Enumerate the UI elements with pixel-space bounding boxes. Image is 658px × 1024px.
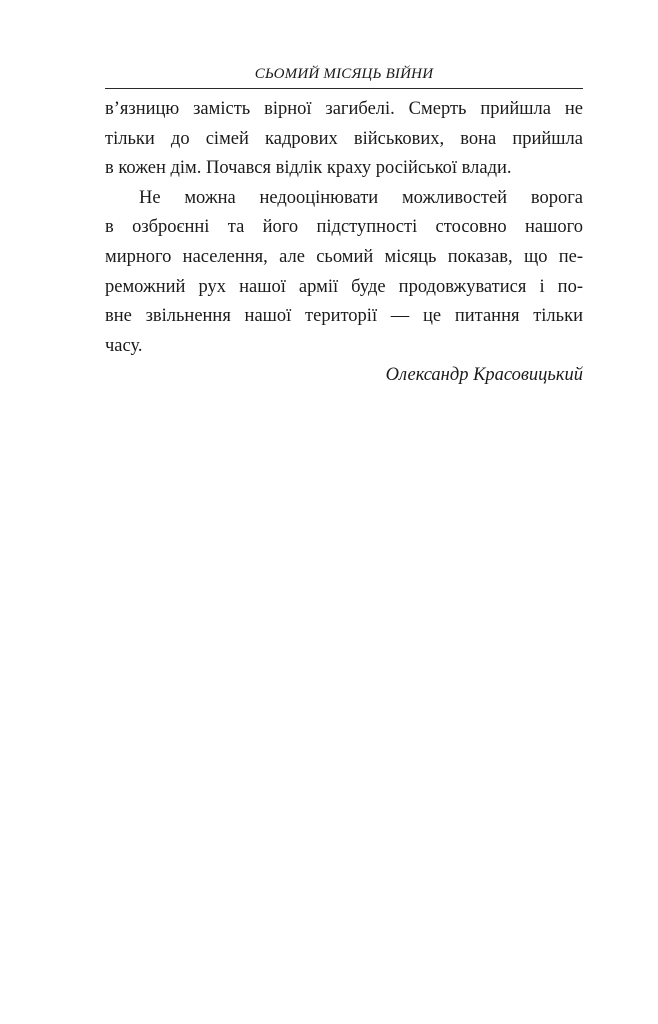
text-line: реможний рух нашої армії буде продовжуватися і по- xyxy=(105,276,583,297)
text-line: Не можна недооцінювати можливостей ворога xyxy=(139,187,583,208)
running-head: СЬОМИЙ МІСЯЦЬ ВІЙНИ xyxy=(105,64,583,89)
paragraph xyxy=(105,95,583,184)
text-line: мирного населення, але сьомий місяць показав, що пе- xyxy=(105,246,583,267)
main-text xyxy=(105,95,583,391)
text-line: часу. xyxy=(105,335,143,356)
text-line: тільки до сімей кадрових військових, вона прийшла xyxy=(105,128,583,149)
book-page xyxy=(105,64,583,391)
text-line: в озброєнні та його підступності стосовно нашого xyxy=(105,217,583,238)
text-line: в кожен дім. Почався відлік краху російської влади. xyxy=(105,158,512,179)
text-line: вне звільнення нашої території — це питання тільки xyxy=(105,306,583,327)
text-line: в’язницю замість вірної загибелі. Смерть прийшла не xyxy=(105,99,583,119)
author-signature: Олександр Красовицький xyxy=(385,365,583,386)
paragraph xyxy=(105,184,583,362)
